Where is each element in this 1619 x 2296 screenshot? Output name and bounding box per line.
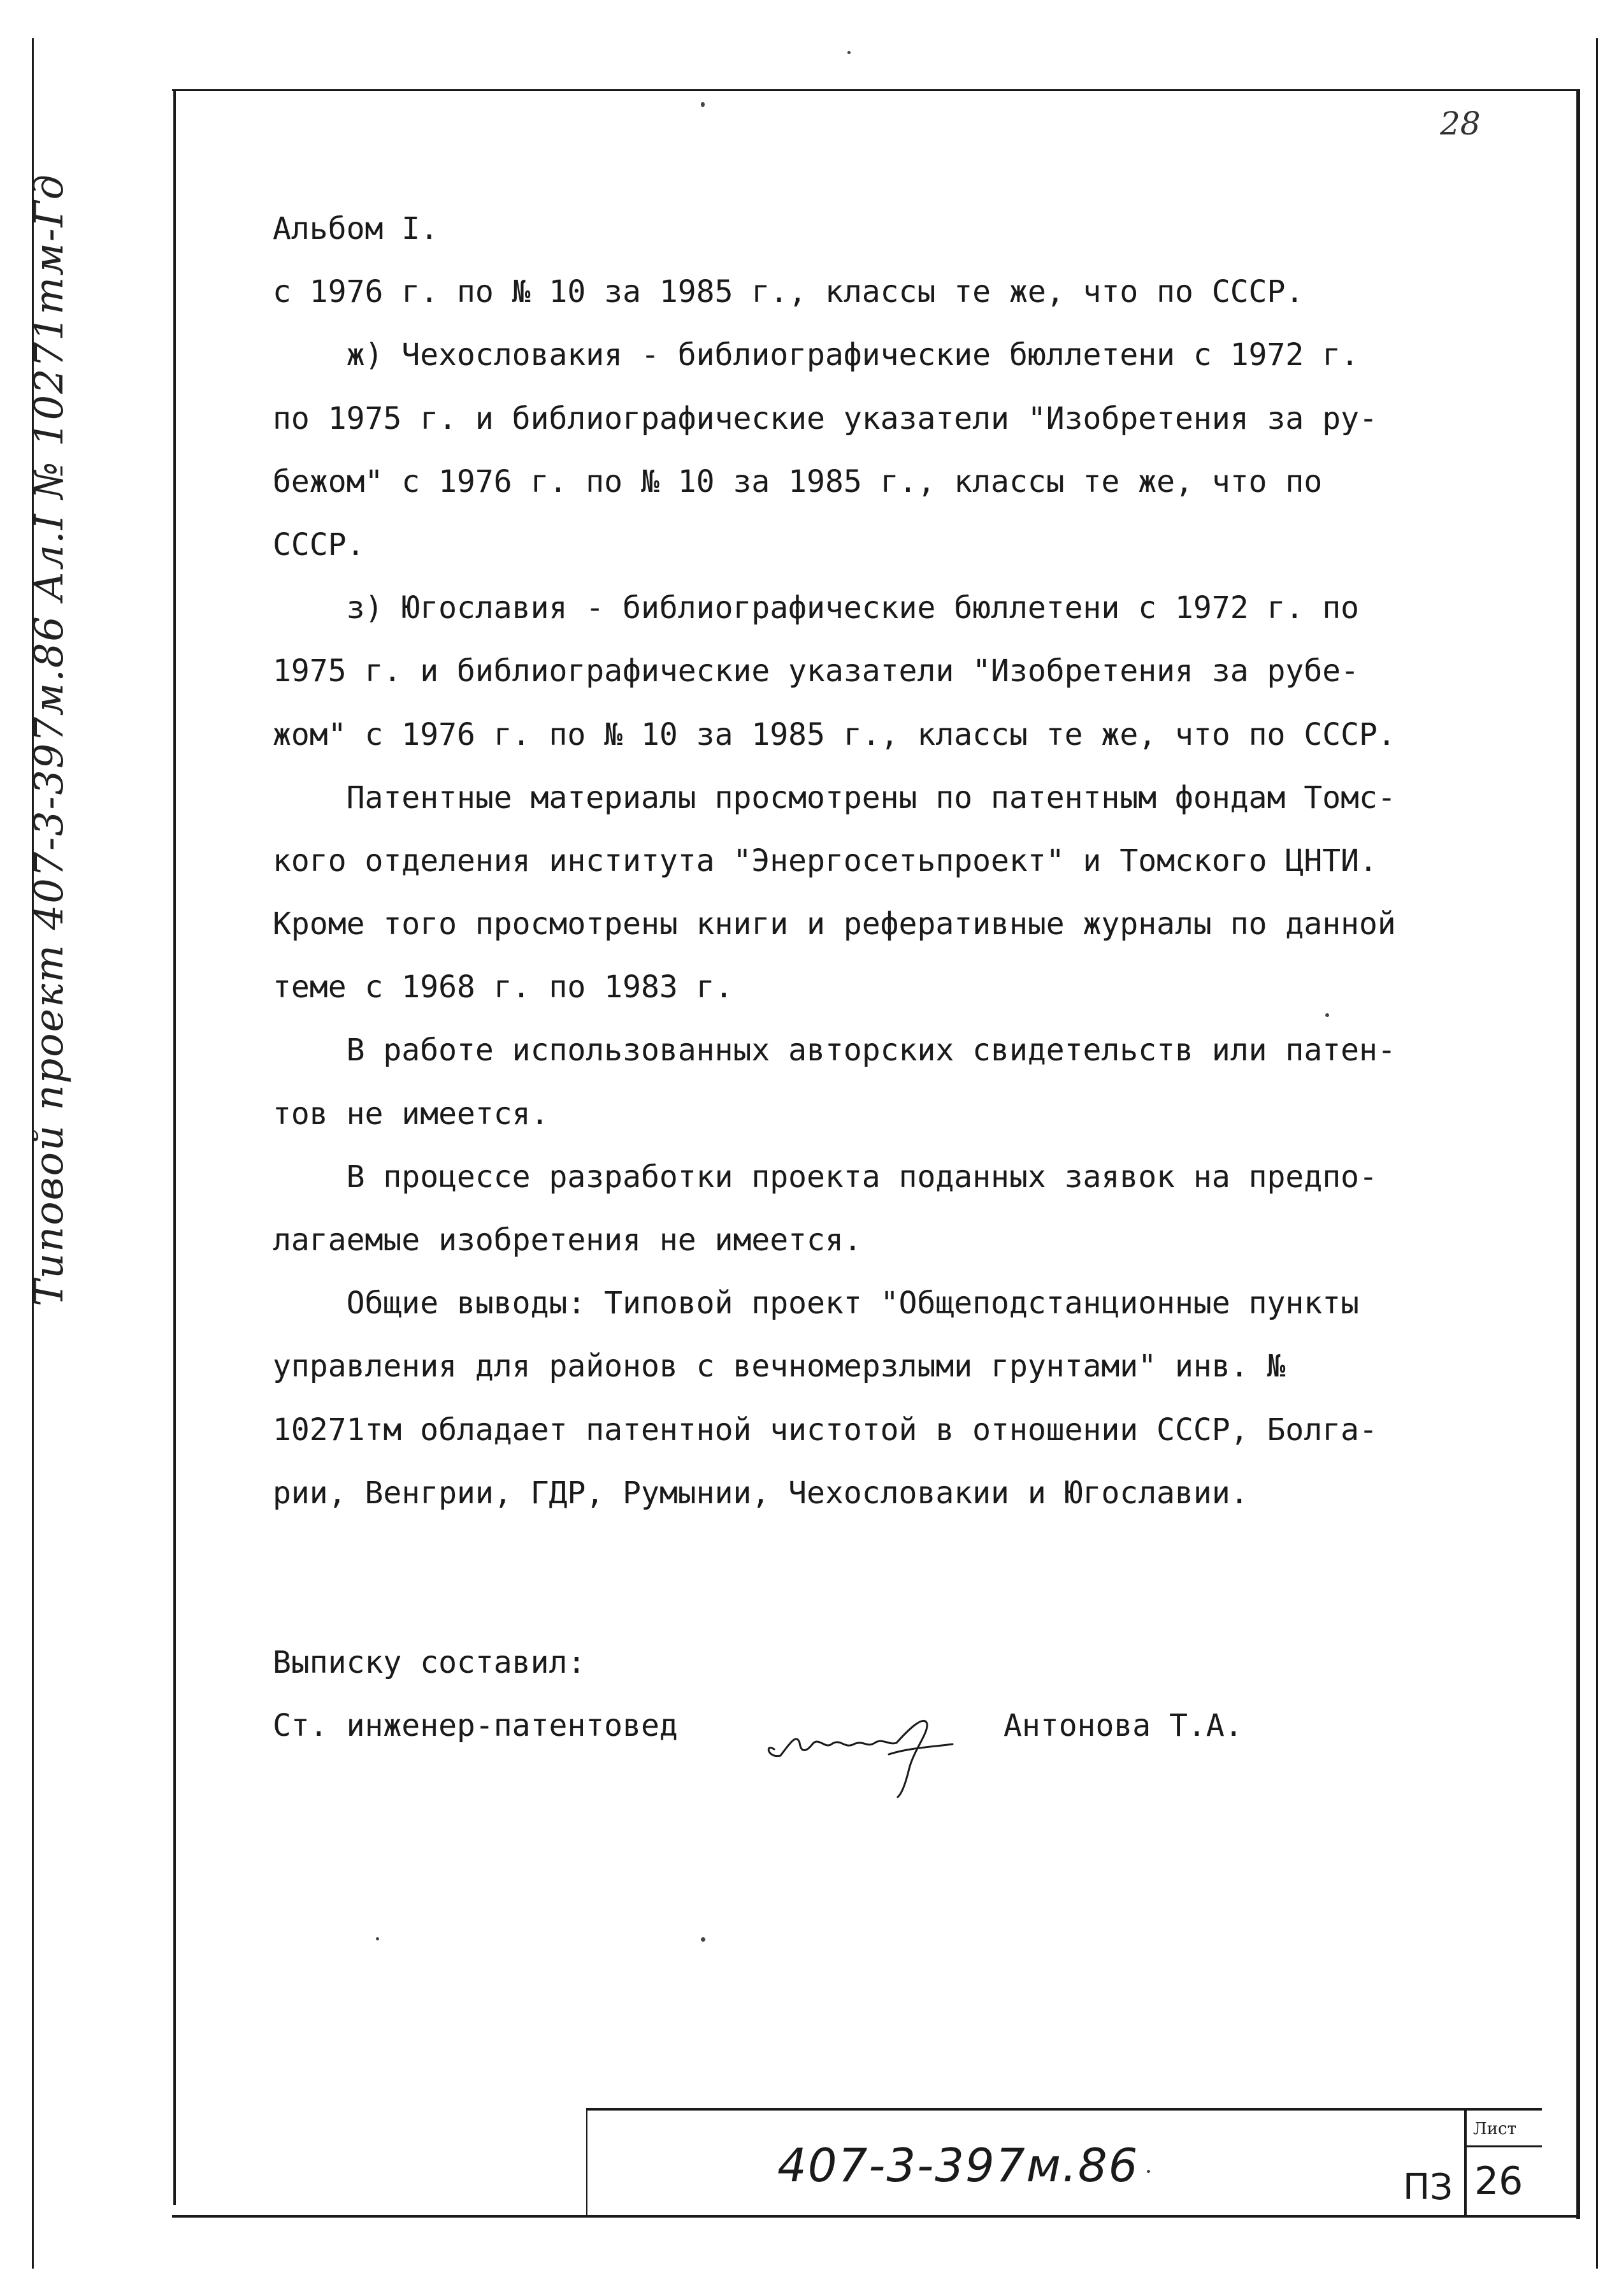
outer-edge-right bbox=[1596, 38, 1598, 2269]
body-line: В процессе разработки проекта поданных заявок на предпо- bbox=[273, 1159, 1378, 1195]
body-line: Альбом I. bbox=[273, 211, 439, 247]
section-code: ПЗ bbox=[1403, 2167, 1453, 2208]
body-line: 1975 г. и библиографические указатели "Изобретения за рубе- bbox=[273, 653, 1360, 690]
body-line: с 1976 г. по № 10 за 1985 г., классы те же, что по СССР. bbox=[273, 274, 1304, 310]
body-line: Общие выводы: Типовой проект "Общеподстанционные пункты bbox=[273, 1285, 1360, 1322]
scan-speck bbox=[701, 1937, 705, 1942]
body-line: теме с 1968 г. по 1983 г. bbox=[273, 969, 733, 1006]
body-line: рии, Венгрии, ГДР, Румынии, Чехословакии и Югославии. bbox=[273, 1475, 1249, 1511]
body-line: жом" с 1976 г. по № 10 за 1985 г., классы те же, что по СССР. bbox=[273, 716, 1396, 753]
scan-speck bbox=[1325, 1013, 1329, 1017]
body-line: лагаемые изобретения не имеется. bbox=[273, 1222, 862, 1258]
body-line: СССР. bbox=[273, 526, 365, 563]
title-block bbox=[586, 2108, 1542, 2216]
body-line: бежом" с 1976 г. по № 10 за 1985 г., классы те же, что по bbox=[273, 463, 1323, 500]
frame-top bbox=[172, 89, 1580, 91]
sheet-number: 26 bbox=[1474, 2159, 1523, 2204]
scan-speck bbox=[376, 1937, 379, 1940]
body-line: по 1975 г. и библиографические указатели "Изобретения за ру- bbox=[273, 400, 1378, 437]
scan-speck bbox=[701, 102, 705, 107]
signature-block bbox=[273, 1631, 678, 1758]
body-line: 10271тм обладает патентной чистотой в отношении СССР, Болга- bbox=[273, 1412, 1378, 1448]
body-line: кого отделения института "Энергосетьпроект" и Томского ЦНТИ. bbox=[273, 842, 1378, 879]
body-line: з) Югославия - библиографические бюллетени с 1972 г. по bbox=[273, 590, 1360, 626]
frame-left bbox=[173, 89, 176, 2205]
body-line: тов не имеется. bbox=[273, 1095, 549, 1132]
body-line: В работе использованных авторских свидетельств или патен- bbox=[273, 1032, 1396, 1069]
signer-name: Антонова Т.А. bbox=[1004, 1708, 1243, 1744]
signer-position: Ст. инженер-патентовед bbox=[273, 1708, 678, 1744]
project-code: 407-3-397м.86 bbox=[777, 2139, 1139, 2192]
page-number: 28 bbox=[1440, 105, 1481, 142]
handwritten-signature bbox=[761, 1705, 972, 1800]
compiled-by-label: Выписку составил: bbox=[273, 1645, 586, 1680]
side-stamp: Типовой проект 407-3-397м.86 Ал.I № 10271тм-Гд bbox=[25, 173, 72, 1306]
body-line: Патентные материалы просмотрены по патентным фондам Томс- bbox=[273, 779, 1396, 816]
body-line: ж) Чехословакия - библиографические бюллетени с 1972 г. bbox=[273, 337, 1360, 373]
body-line: Кроме того просмотрены книги и реферативные журналы по данной bbox=[273, 906, 1396, 942]
frame-right bbox=[1576, 89, 1580, 2219]
scan-speck bbox=[1147, 2170, 1150, 2173]
scan-speck bbox=[847, 51, 851, 54]
document-body bbox=[273, 198, 1483, 1525]
sheet-label: Лист bbox=[1473, 2119, 1516, 2139]
body-line: управления для районов с вечномерзлыми грунтами" инв. № bbox=[273, 1348, 1286, 1385]
